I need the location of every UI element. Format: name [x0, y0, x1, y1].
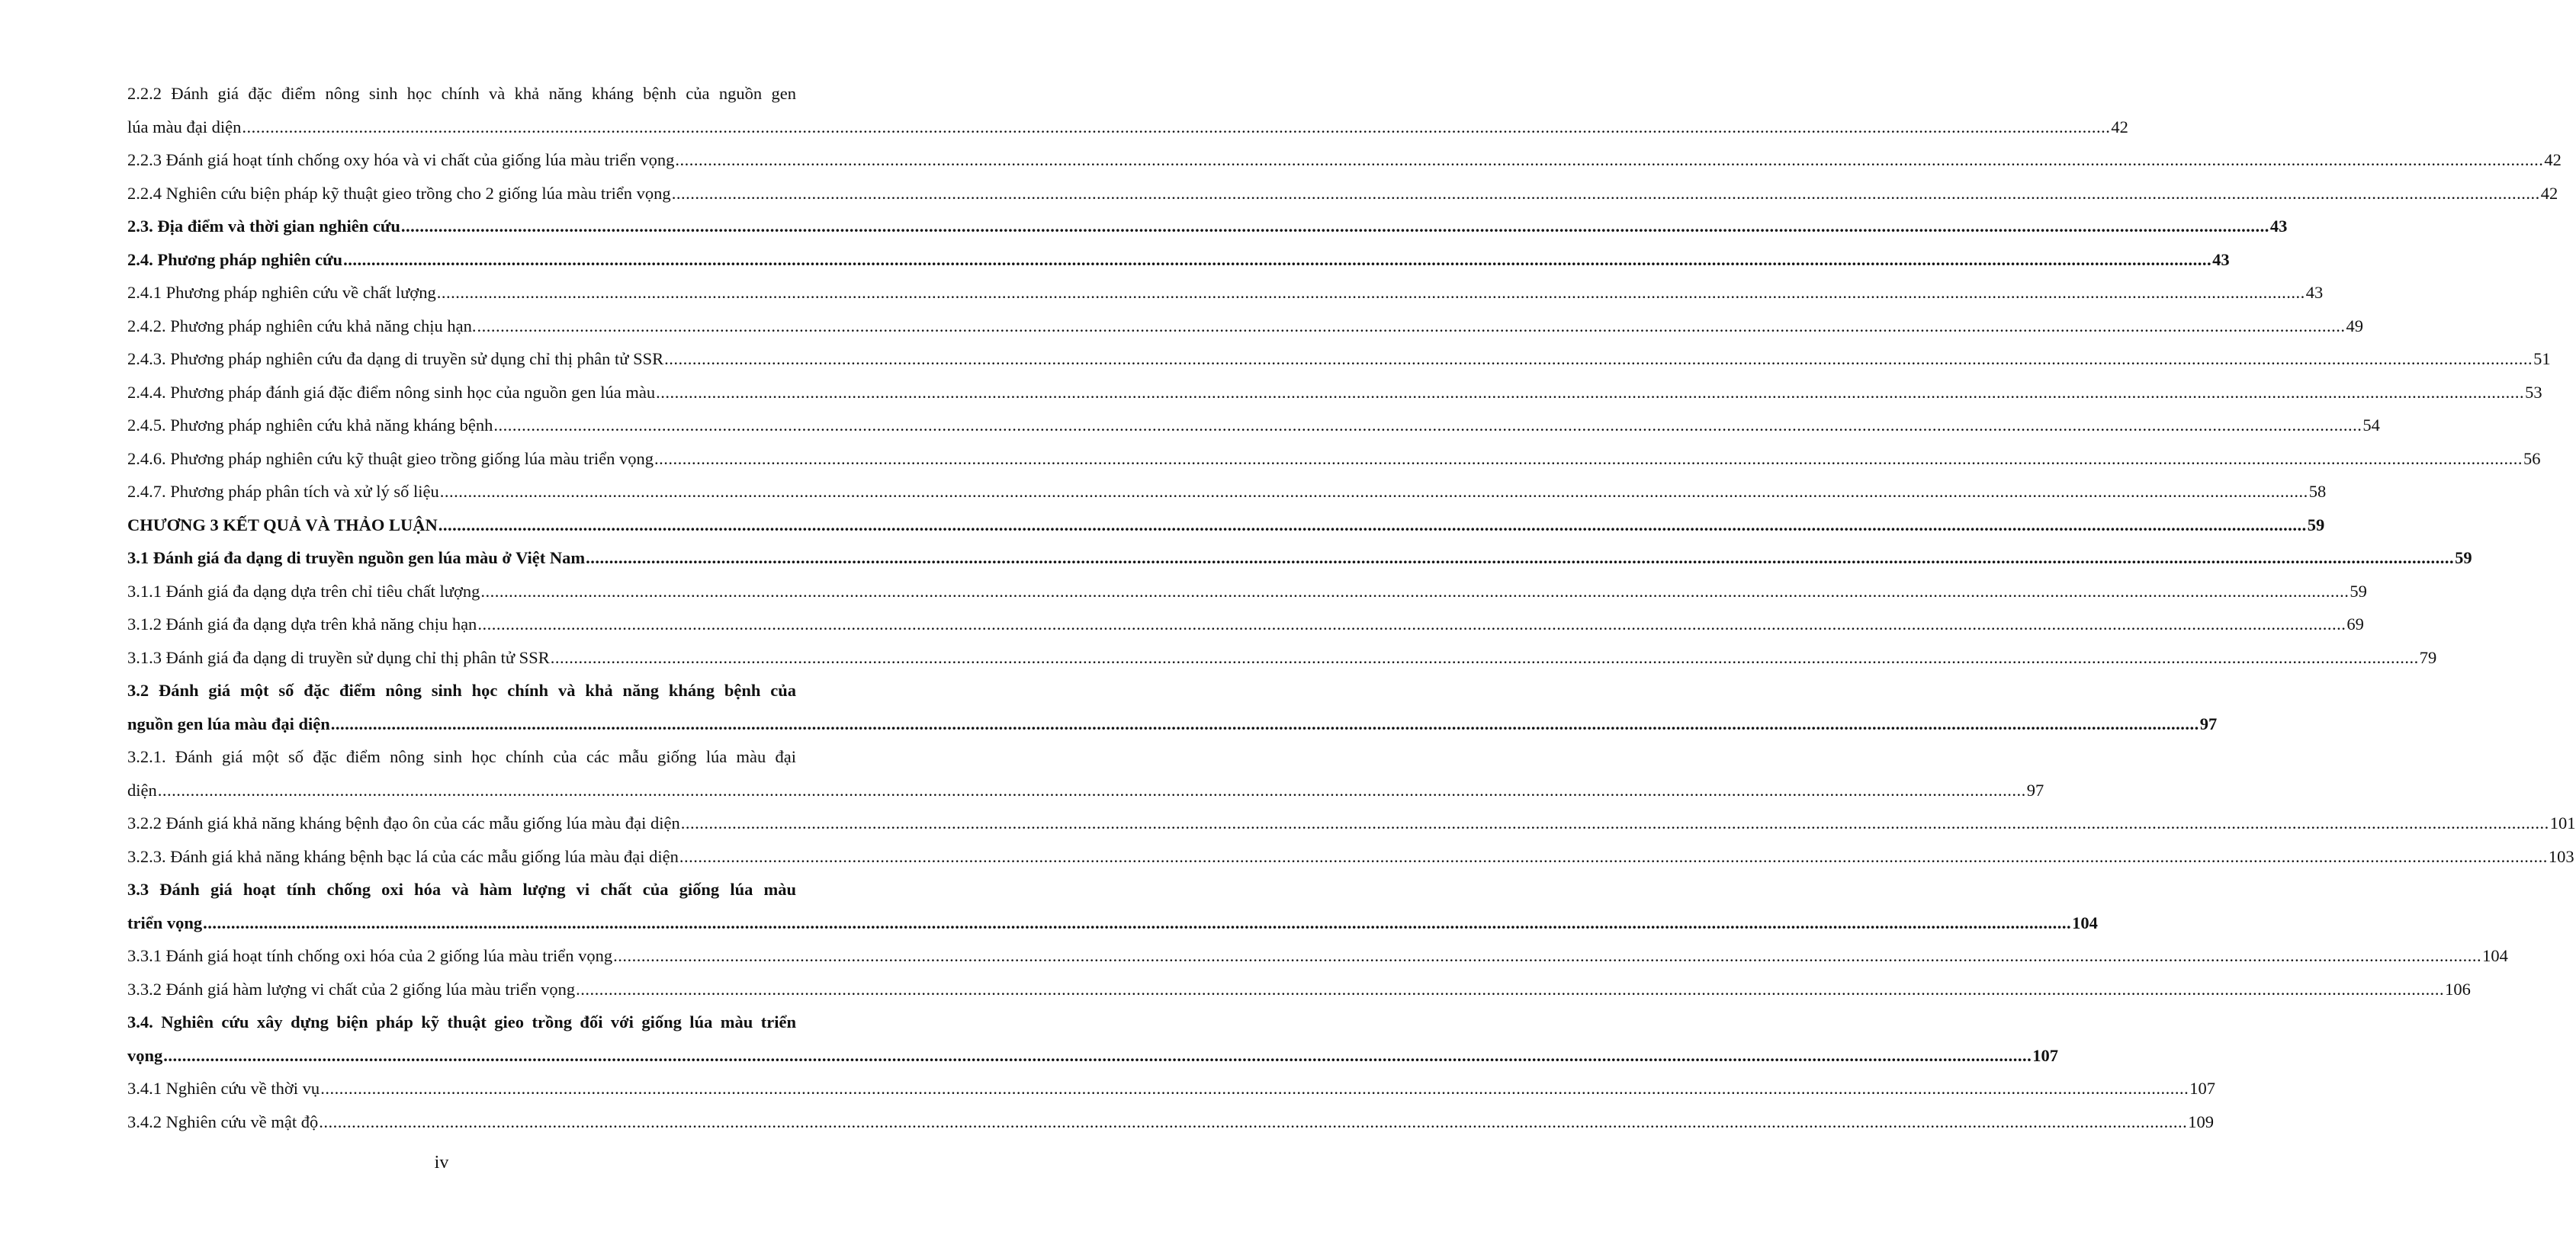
dot-leader: ................................................................................................................................................................................................................................................................................................................................................................................................................ — [330, 714, 2199, 733]
toc-entry[interactable] — [127, 873, 2098, 939]
toc-entry-line — [127, 575, 2367, 608]
toc-entry-title: 3.2.2 Đánh giá khả năng kháng bệnh đạo ôn của các mẫu giống lúa màu đại diện — [127, 813, 680, 833]
toc-entry-line — [127, 641, 2437, 675]
table-of-contents — [127, 77, 2576, 1138]
dot-leader: ................................................................................................................................................................................................................................................................................................................................................................................................................ — [480, 581, 2350, 601]
toc-entry[interactable] — [127, 1105, 2215, 1139]
toc-entry-line — [127, 442, 2541, 476]
toc-page-number: 103 — [2548, 846, 2574, 866]
toc-entry-line — [127, 840, 2574, 874]
toc-entry[interactable] — [127, 608, 2364, 641]
dot-leader: ................................................................................................................................................................................................................................................................................................................................................................................................................ — [163, 1045, 2032, 1065]
toc-entry[interactable] — [127, 973, 2471, 1006]
toc-entry[interactable] — [127, 807, 2576, 840]
toc-entry[interactable] — [127, 674, 2218, 740]
toc-entry-title: 2.2.4 Nghiên cứu biện pháp kỹ thuật gieo trồng cho 2 giống lúa màu triển vọng — [127, 183, 671, 203]
toc-page-number: 101 — [2549, 813, 2576, 833]
dot-leader: ................................................................................................................................................................................................................................................................................................................................................................................................................ — [400, 217, 2269, 236]
toc-page-number: 58 — [2308, 482, 2327, 501]
toc-page-number: 42 — [2111, 117, 2128, 136]
toc-page-number: 42 — [2544, 150, 2562, 169]
toc-entry[interactable] — [127, 77, 2128, 143]
toc-entry[interactable] — [127, 210, 2288, 243]
dot-leader: ................................................................................................................................................................................................................................................................................................................................................................................................................ — [671, 183, 2540, 203]
toc-entry-title: 2.4.2. Phương pháp nghiên cứu khả năng chịu hạn. — [127, 316, 477, 335]
toc-entry-title: 2.4.7. Phương pháp phân tích và xử lý số liệu — [127, 482, 439, 501]
toc-entry-title: 2.3. Địa điểm và thời gian nghiên cứu — [127, 217, 400, 236]
toc-entry-line — [127, 475, 2327, 509]
toc-entry[interactable] — [127, 177, 2558, 210]
toc-entry[interactable] — [127, 342, 2551, 376]
toc-entry-line — [127, 807, 2576, 840]
toc-page-number: 104 — [2482, 946, 2508, 965]
toc-entry-line — [127, 707, 2218, 741]
toc-entry-title: triển vọng — [127, 913, 203, 932]
dot-leader: ................................................................................................................................................................................................................................................................................................................................................................................................................ — [493, 415, 2362, 435]
toc-entry-line — [127, 906, 2098, 940]
toc-page-number: 106 — [2445, 979, 2471, 999]
dot-leader: ................................................................................................................................................................................................................................................................................................................................................................................................................ — [438, 515, 2307, 534]
dot-leader: ................................................................................................................................................................................................................................................................................................................................................................................................................ — [550, 647, 2419, 667]
toc-entry-title: 3.4.1 Nghiên cứu về thời vụ — [127, 1079, 320, 1098]
toc-entry-title-line: 2.2.2 Đánh giá đặc điểm nông sinh học chính và khả năng kháng bệnh của nguồn gen — [127, 84, 796, 103]
toc-entry-title: 3.3.1 Đánh giá hoạt tính chống oxi hóa của 2 giống lúa màu triển vọng — [127, 946, 613, 965]
toc-entry-title: 2.4.3. Phương pháp nghiên cứu đa dạng di truyền sử dụng chỉ thị phân tử SSR — [127, 349, 664, 368]
dot-leader: ................................................................................................................................................................................................................................................................................................................................................................................................................ — [203, 913, 2072, 932]
toc-page-number: 59 — [2307, 515, 2325, 534]
toc-entry[interactable] — [127, 939, 2508, 973]
toc-page-number: 109 — [2188, 1112, 2215, 1131]
toc-entry-line — [127, 143, 2562, 177]
toc-entry-title: vọng — [127, 1045, 163, 1065]
toc-page-number: 59 — [2455, 548, 2472, 567]
toc-page-number: 56 — [2523, 448, 2541, 468]
toc-page-number: 104 — [2072, 913, 2098, 932]
toc-entry-title: 3.2.3. Đánh giá khả năng kháng bệnh bạc lá của các mẫu giống lúa màu đại diện — [127, 846, 679, 866]
toc-entry-line — [127, 177, 2558, 210]
toc-entry-title: 2.4.1 Phương pháp nghiên cứu về chất lượng — [127, 283, 436, 302]
dot-leader: ................................................................................................................................................................................................................................................................................................................................................................................................................ — [242, 117, 2111, 136]
toc-entry-title: 2.4. Phương pháp nghiên cứu — [127, 249, 343, 269]
dot-leader: ................................................................................................................................................................................................................................................................................................................................................................................................................ — [157, 780, 2026, 800]
dot-leader: ................................................................................................................................................................................................................................................................................................................................................................................................................ — [477, 614, 2346, 634]
dot-leader: ................................................................................................................................................................................................................................................................................................................................................................................................................ — [319, 1112, 2188, 1131]
toc-entry[interactable] — [127, 376, 2542, 409]
toc-entry-title: lúa màu đại diện — [127, 117, 242, 136]
dot-leader: ................................................................................................................................................................................................................................................................................................................................................................................................................ — [613, 946, 2482, 965]
toc-page-number: 54 — [2362, 415, 2380, 435]
toc-entry-line — [127, 310, 2363, 343]
toc-entry-line — [127, 973, 2471, 1006]
dot-leader: ................................................................................................................................................................................................................................................................................................................................................................................................................ — [654, 448, 2523, 468]
toc-entry-line — [127, 276, 2324, 310]
toc-entry-line — [127, 1039, 2059, 1073]
dot-leader: ................................................................................................................................................................................................................................................................................................................................................................................................................ — [439, 482, 2308, 501]
toc-page-number: 59 — [2350, 581, 2367, 601]
toc-page-number: 49 — [2346, 316, 2363, 335]
toc-entry-title-line: 3.2.1. Đánh giá một số đặc điểm nông sinh học chính của các mẫu giống lúa màu đại — [127, 747, 796, 766]
toc-entry-line — [127, 342, 2551, 376]
toc-entry-title: 3.1.3 Đánh giá đa dạng di truyền sử dụng chỉ thị phân tử SSR — [127, 647, 550, 667]
dot-leader: ................................................................................................................................................................................................................................................................................................................................................................................................................ — [664, 349, 2533, 368]
toc-entry-line — [127, 111, 2128, 144]
dot-leader: ................................................................................................................................................................................................................................................................................................................................................................................................................ — [586, 548, 2455, 567]
toc-page-number: 69 — [2346, 614, 2364, 634]
toc-entry-title: 3.1 Đánh giá đa dạng di truyền nguồn gen lúa màu ở Việt Nam — [127, 548, 586, 567]
page-number: iv — [434, 1153, 449, 1173]
toc-entry[interactable] — [127, 509, 2325, 542]
toc-entry[interactable] — [127, 442, 2541, 476]
toc-page-number: 51 — [2533, 349, 2551, 368]
dot-leader: ................................................................................................................................................................................................................................................................................................................................................................................................................ — [320, 1079, 2189, 1098]
toc-entry[interactable] — [127, 740, 2044, 807]
toc-entry-title-line: 3.2 Đánh giá một số đặc điểm nông sinh học chính và khả năng kháng bệnh của — [127, 681, 796, 700]
toc-page-number: 107 — [2032, 1045, 2059, 1065]
toc-entry-title-line: 3.3 Đánh giá hoạt tính chống oxi hóa và hàm lượng vi chất của giống lúa màu — [127, 880, 796, 899]
toc-entry-line — [127, 409, 2380, 442]
toc-entry-title: 3.4.2 Nghiên cứu về mật độ — [127, 1112, 319, 1131]
toc-entry-title: 3.1.2 Đánh giá đa dạng dựa trên khả năng chịu hạn — [127, 614, 477, 634]
toc-page-number: 97 — [2026, 780, 2044, 800]
dot-leader: ................................................................................................................................................................................................................................................................................................................................................................................................................ — [436, 283, 2305, 302]
toc-entry[interactable] — [127, 276, 2324, 310]
toc-entry-line — [127, 210, 2288, 243]
dot-leader: ................................................................................................................................................................................................................................................................................................................................................................................................................ — [656, 382, 2525, 402]
toc-entry-line — [127, 243, 2230, 277]
toc-entry-line — [127, 1105, 2215, 1139]
toc-entry-line — [127, 608, 2364, 641]
toc-entry[interactable] — [127, 475, 2327, 509]
toc-entry[interactable] — [127, 310, 2363, 343]
toc-entry[interactable] — [127, 575, 2367, 608]
toc-entry-line — [127, 1072, 2215, 1105]
toc-page-number: 107 — [2189, 1079, 2215, 1098]
toc-entry-title: CHƯƠNG 3 KẾT QUẢ VÀ THẢO LUẬN — [127, 515, 438, 534]
dot-leader: ................................................................................................................................................................................................................................................................................................................................................................................................................ — [679, 846, 2548, 866]
toc-page-number: 79 — [2419, 647, 2437, 667]
toc-entry[interactable] — [127, 143, 2562, 177]
toc-entry-title: nguồn gen lúa màu đại diện — [127, 714, 330, 733]
toc-page-number: 43 — [2305, 283, 2324, 302]
toc-entry-line — [127, 774, 2044, 807]
toc-page-number: 43 — [2212, 249, 2230, 269]
toc-entry-title: 2.4.5. Phương pháp nghiên cứu khả năng kháng bệnh — [127, 415, 493, 435]
toc-entry-line — [127, 509, 2325, 542]
toc-entry[interactable] — [127, 641, 2437, 675]
dot-leader: ................................................................................................................................................................................................................................................................................................................................................................................................................ — [680, 813, 2549, 833]
toc-entry-title: 2.2.3 Đánh giá hoạt tính chống oxy hóa và vi chất của giống lúa màu triển vọng — [127, 150, 675, 169]
toc-page-number: 97 — [2199, 714, 2218, 733]
toc-entry-title: 3.1.1 Đánh giá đa dạng dựa trên chỉ tiêu chất lượng — [127, 581, 480, 601]
toc-entry-title: diện — [127, 780, 157, 800]
toc-entry-line — [127, 376, 2542, 409]
dot-leader: ................................................................................................................................................................................................................................................................................................................................................................................................................ — [576, 979, 2445, 999]
toc-entry[interactable] — [127, 1072, 2215, 1105]
dot-leader: ................................................................................................................................................................................................................................................................................................................................................................................................................ — [343, 249, 2212, 269]
toc-entry-line — [127, 541, 2472, 575]
toc-entry-title: 3.3.2 Đánh giá hàm lượng vi chất của 2 giống lúa màu triển vọng — [127, 979, 576, 999]
toc-entry[interactable] — [127, 1006, 2059, 1072]
toc-entry[interactable] — [127, 840, 2574, 874]
toc-entry[interactable] — [127, 243, 2230, 277]
toc-entry[interactable] — [127, 541, 2472, 575]
dot-leader: ................................................................................................................................................................................................................................................................................................................................................................................................................ — [675, 150, 2544, 169]
toc-page-number: 43 — [2269, 217, 2288, 236]
toc-page-number: 53 — [2525, 382, 2542, 402]
toc-page-number: 42 — [2540, 183, 2558, 203]
toc-entry-title-line: 3.4. Nghiên cứu xây dựng biện pháp kỹ thuật gieo trồng đối với giống lúa màu triển — [127, 1012, 796, 1031]
dot-leader: ................................................................................................................................................................................................................................................................................................................................................................................................................ — [477, 316, 2346, 335]
toc-entry[interactable] — [127, 409, 2380, 442]
toc-entry-title: 2.4.6. Phương pháp nghiên cứu kỹ thuật gieo trồng giống lúa màu triển vọng — [127, 448, 654, 468]
toc-entry-title: 2.4.4. Phương pháp đánh giá đặc điểm nông sinh học của nguồn gen lúa màu — [127, 382, 656, 402]
toc-entry-line — [127, 939, 2508, 973]
